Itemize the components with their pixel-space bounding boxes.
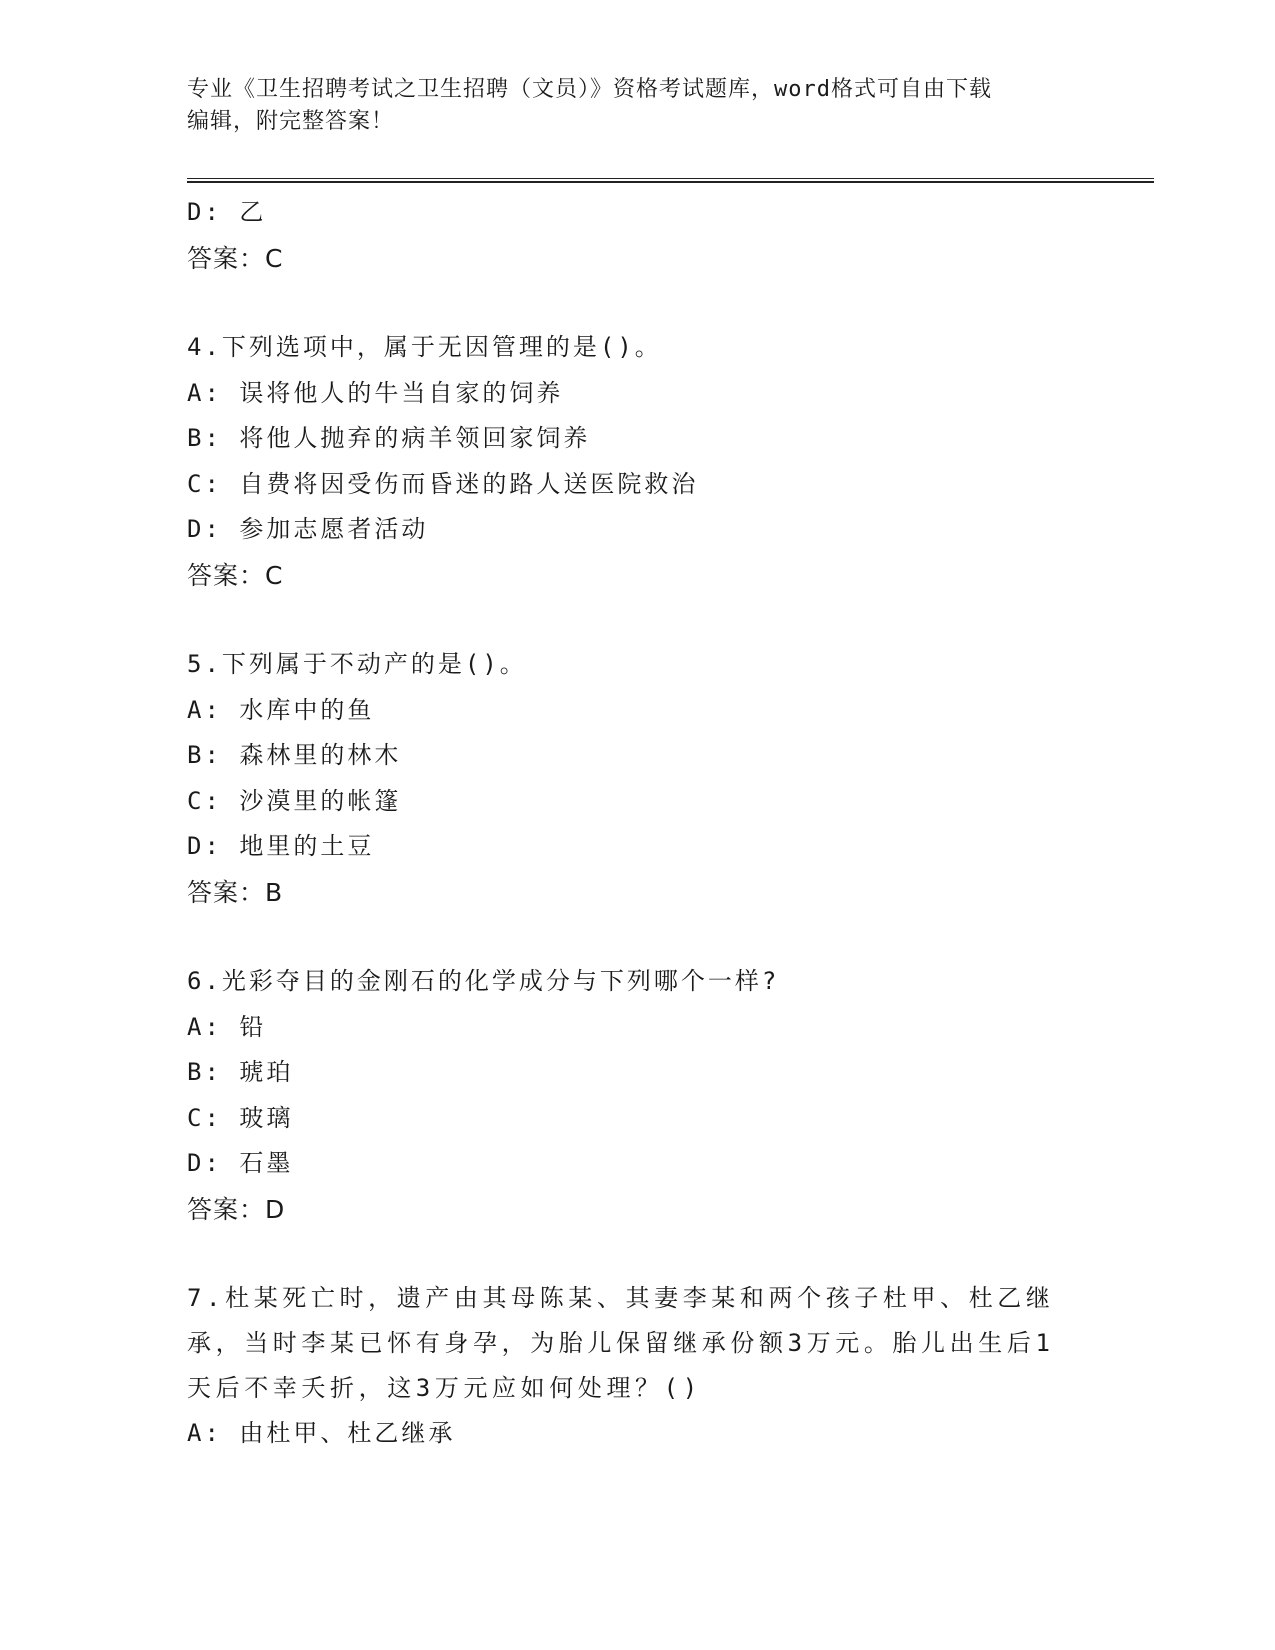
question-3-tail [187, 190, 1067, 281]
option-b: B: 森林里的林木 [187, 741, 402, 769]
option-a: A: 误将他人的牛当自家的饲养 [187, 378, 564, 407]
question-stem: 5.下列属于不动产的是()。 [187, 650, 527, 678]
option-a: A: 水库中的鱼 [187, 695, 375, 724]
question-4 [187, 325, 1067, 598]
page-header [187, 74, 1067, 138]
option-b: B: 将他人抛弃的病羊领回家饲养 [187, 424, 591, 452]
header-divider [187, 178, 1154, 183]
question-stem: 4.下列选项中，属于无因管理的是()。 [187, 333, 662, 361]
option-d: D: 石墨 [187, 1149, 294, 1177]
answer: 答案：C [187, 560, 284, 590]
header-line-1: 专业《卫生招聘考试之卫生招聘（文员）》资格考试题库，word格式可自由下载 [187, 77, 992, 102]
question-list [187, 190, 1067, 1457]
option-d: D: 乙 [187, 198, 267, 226]
answer: 答案：D [187, 1194, 286, 1224]
header-line-2: 编辑，附完整答案！ [187, 109, 395, 134]
question-7 [187, 1276, 1067, 1457]
option-c: C: 沙漠里的帐篷 [187, 786, 402, 815]
question-stem: 6.光彩夺目的金刚石的化学成分与下列哪个一样? [187, 967, 780, 995]
option-d: D: 参加志愿者活动 [187, 515, 429, 543]
option-a: A: 由杜甲、杜乙继承 [187, 1419, 456, 1447]
option-d: D: 地里的土豆 [187, 832, 375, 860]
question-stem: 7.杜某死亡时，遗产由其母陈某、其妻李某和两个孩子杜甲、杜乙继承，当时李某已怀有身孕，为胎儿保留继承份额3万元。胎儿出生后1天后不幸夭折，这3万元应如何处理？() [187, 1284, 1055, 1402]
option-c: C: 玻璃 [187, 1103, 294, 1132]
question-6 [187, 959, 1067, 1232]
answer: 答案：B [187, 877, 284, 907]
option-a: A: 铅 [187, 1012, 267, 1041]
option-b: B: 琥珀 [187, 1058, 294, 1086]
question-5 [187, 642, 1067, 915]
answer: 答案：C [187, 243, 284, 273]
option-c: C: 自费将因受伤而昏迷的路人送医院救治 [187, 469, 699, 498]
